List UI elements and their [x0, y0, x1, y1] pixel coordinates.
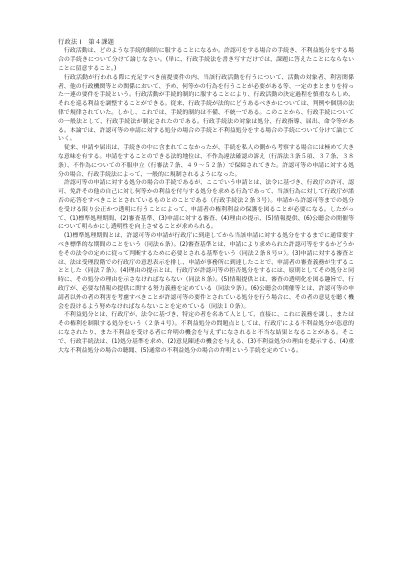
permit-procedure-paragraph: 許認可等の申請に対する処分の場合の手続であるが、ここでいう申請とは、法令に基づき、行政庁の許可、認可、免許その他の自己に対し何等かの利益を付与する処分を求める行為であって、当該行為に対して行政庁が諾否の応答をすべきこととされているものとのことである（行政手続法２条３号）。申請から許認可等までの処分を受ける限り公正かつ透明に行うことによって、申請者の権利利益の保護を図ることが必要になる。したがって、(1)標準処理期間、(2)審査基準、(3)申請に対する審査、(4)理由の提示、(5)情報提供、(6)公聴会の開催等について明らかにし透明性を向上させることが求められる。	[58, 180, 354, 231]
application-paragraph: 従来、申請や届出は、手続きの中に含まれてこなかったが、手続を私人の側から考察する場合には極めて大きな意味を有する。申請をすることのできる法的地位は、不作為違法確認の訴え（行訴法３条５項、３７条、３８条）、不作為についての不服申立（行審法７条、４９〜５２条）で保障されてきた。許認可等の申請に対する処分の場合、行政手続法によって、一般的に規制されるようになった。	[58, 145, 354, 178]
assignment-title: 行政法 I 第４課題	[58, 39, 115, 46]
prompt-paragraph: 行政活動は、どのような手続的制約に服することになるか。許認可をする場合の手続き、不利益処分をする場合の手続きについて分けて論じなさい。(単に、行政手続法を書き写すだけでは、課題に答えたことにならないことに留意すること。)	[58, 48, 354, 72]
intro-paragraph: 行政活動が行われる際に充足すべき前提要件の内、当該行政活動を行うについて、活動の対象者、利害関係者、他の行政機関等との関係において、予め、何等かの行為を行うことが必要がある等、一定のまとまりを持った一連の要件を手続という。行政活動が手続的制約に服することにより、行政活動の決定過程を慎重ならしめ、それを巡る利益を調整することができる。従来、行政手続が法的にどうあるべきかについては、判例や個別の法律で規律されていた。しかし、これでは、手続的制約は不備、不統一である。このことから、行政手続についての一般法として、行政手続法が制定されたのである。行政手続法の対象は処分、行政指導、届出、命令等がある。本論では、許認可等の申請に対する処分の場合の手続と不利益処分をする場合の手続について分けて論じていく。	[58, 74, 354, 143]
adverse-disposition-paragraph: 不利益処分とは、行政庁が、法令に基づき、特定の者を名あて人として、直接に、これに義務を課し、またはその権利を制限する処分をいう（２条４号）。不利益処分の問題点としては、行政庁による不利益処分が恣意的になされたり、また不利益を受ける者に弁明の機会を与えずになされると不当な結果となることがある。そこで、行政手続法は、(1)処分基準を求め、(2)意見陳述の機会を与える、(3)不利益処分の理由を提示する、(4)重大な不利益処分の場合の聴聞、(5)通常の不利益処分の場合の弁明という手続を定めている。	[58, 312, 354, 354]
document-body	[58, 47, 354, 355]
permit-details-paragraph: (1)標準処理期間とは、許認可等の申請が行政庁に到達してから当該申請に対する処分をするまでに通常要すべき標準的な期間のことをいう（同法６条）。(2)審査基準とは、申請により求められた許認可等をするかどうかをその法令の定めに従って判断するために必要とされる基準をいう（同法２条８号ロ）。(3)申請に対する審査とは、法は受理段階での行政庁の意思表示を排し、申請が事務所に到達したことで、申請者の審査義務が生ずることとした（同法７条）。(4)理由の提示とは、行政庁が許認可等の拒否処分をするには、原則としてその処分と同時に、その処分の理由を示さなければならない（同法８条）。(5)情報提供とは、審査の透明化を図る趣旨で、行政庁が、必要な情報の提供に関する努力義務を定めている（同法９条）。(6)公聴会の開催等とは、許認可等の申請者以外の者の利害を考慮すべきことが許認可等の要件とされている処分を行う場合に、その者の意見を聴く機会を設けるよう努めなければならないことを定めている（同法１０条）。	[58, 233, 354, 310]
